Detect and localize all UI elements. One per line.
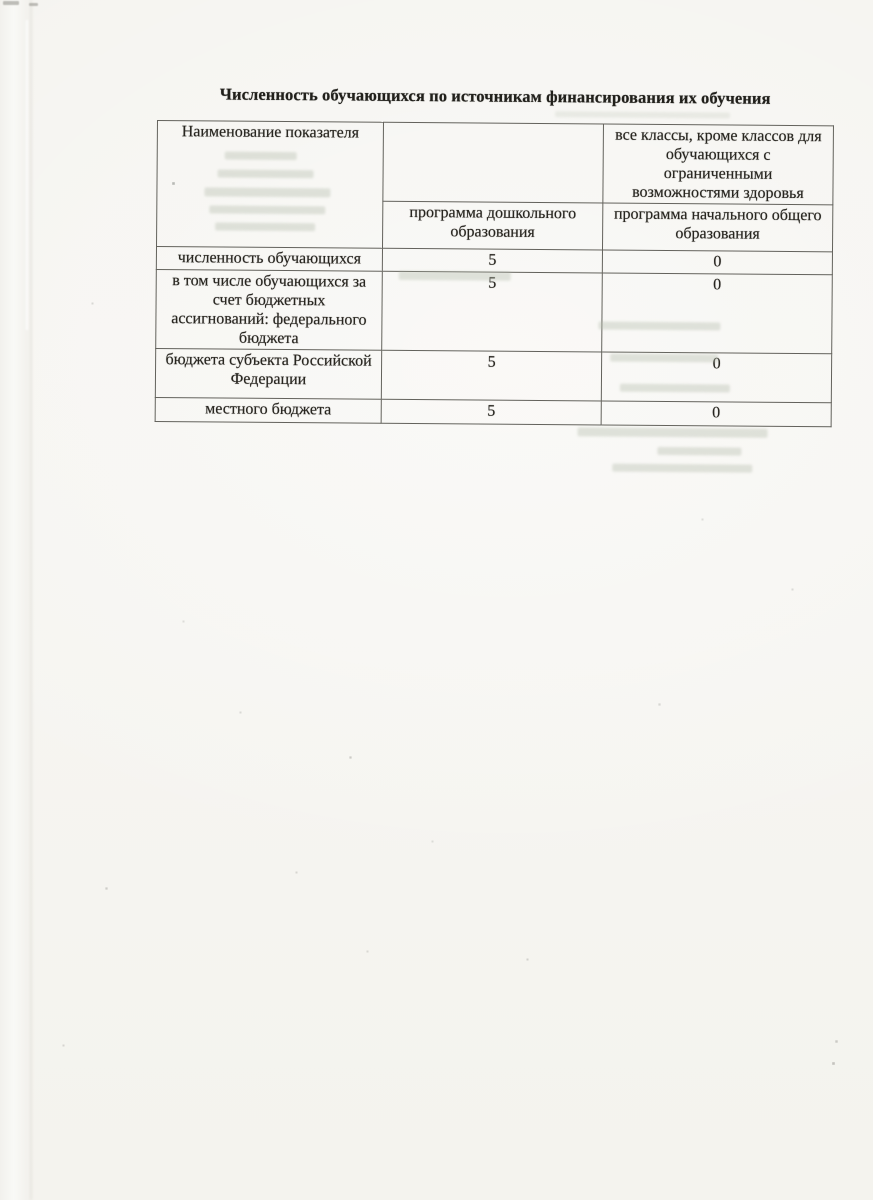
bleed-through-artifact (399, 271, 511, 281)
bleed-through-artifact (209, 205, 325, 214)
bleed-through-artifact (218, 169, 314, 178)
bleed-through-artifact (578, 427, 768, 437)
value-primary: 0 (601, 401, 831, 427)
value-primary: 0 (602, 273, 833, 354)
table-row (156, 269, 833, 353)
row-label: в том числе обучающихся за счет бюджетных ассигнований: федерального бюджета (156, 269, 383, 350)
document-title: Численность обучающихся по источникам финансирования их обучения (219, 84, 771, 108)
value-preschool: 5 (382, 248, 602, 273)
bleed-through-artifact (215, 222, 315, 231)
value-preschool: 5 (382, 271, 603, 352)
bleed-through-artifact (598, 321, 720, 330)
bleed-through-artifact (657, 447, 741, 456)
bleed-through-artifact (225, 152, 297, 161)
bleed-through-artifact (612, 464, 752, 473)
value-preschool: 5 (381, 399, 601, 425)
value-primary: 0 (602, 250, 832, 275)
header-primary-program: программа начального общего образования (602, 203, 832, 252)
bleed-through-artifact (555, 111, 730, 118)
bleed-through-artifact (620, 384, 730, 393)
value-primary: 0 (601, 352, 831, 403)
header-indicator: Наименование показателя (157, 121, 384, 249)
header-preschool-program: программа дошкольного образования (382, 201, 602, 250)
header-all-classes-group: все классы, кроме классов для обучающихся с ограниченными возможностями здоровья (603, 124, 834, 205)
header-empty-cell (383, 122, 604, 203)
row-label: численность обучающихся (156, 247, 382, 272)
value-preschool: 5 (381, 350, 601, 401)
bleed-through-artifact (610, 354, 718, 363)
bleed-through-artifact (204, 187, 330, 197)
scan-noise (0, 0, 1, 1)
row-label: бюджета субъекта Российской Федерации (155, 348, 381, 399)
table-row (155, 397, 831, 426)
row-label: местного бюджета (155, 397, 381, 423)
table-row (155, 348, 831, 402)
